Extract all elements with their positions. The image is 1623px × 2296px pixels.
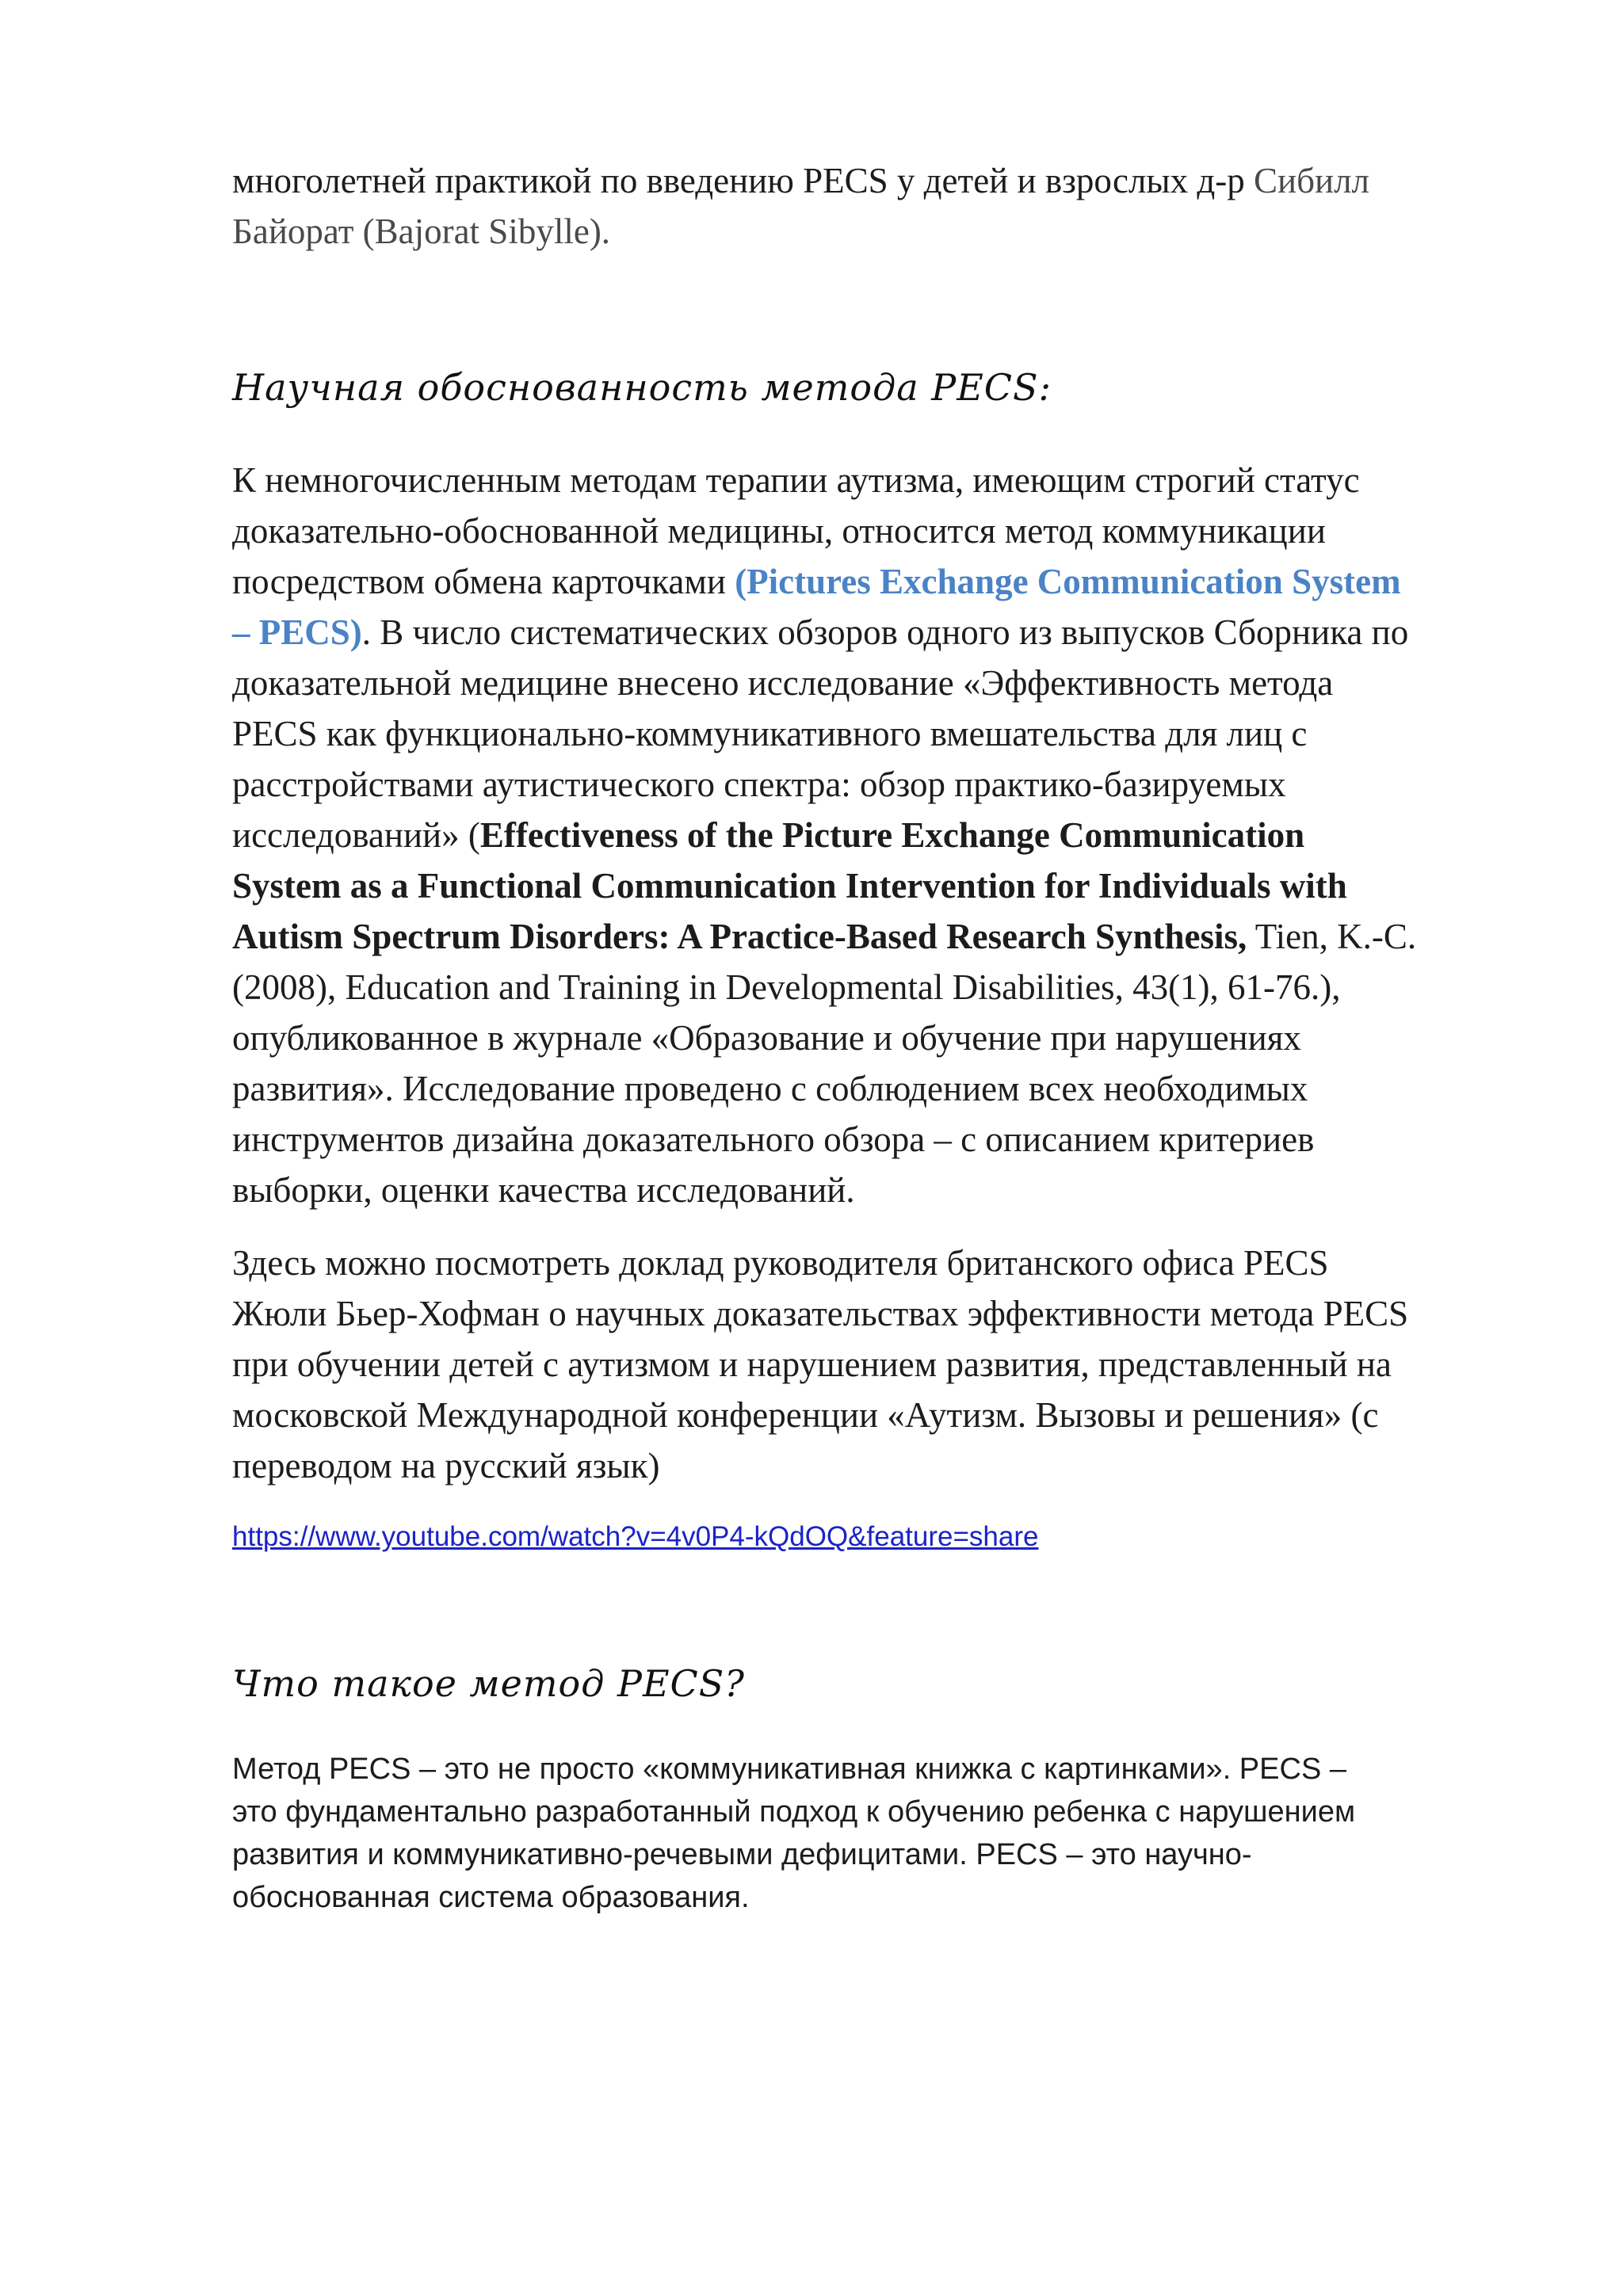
paragraph-line: Здесь можно посмотреть доклад руководителя британского офиса PECS: [232, 1243, 1329, 1283]
section-heading-what-is-pecs: Что такое метод PECS?: [232, 1662, 745, 1705]
paragraph-text: . В число систематических обзоров одного из выпусков Сборника по: [361, 612, 1409, 652]
paragraph-line: развития». Исследование проведено с соблюдением всех необходимых: [232, 1069, 1308, 1108]
video-report-paragraph: [232, 1238, 1408, 1491]
paragraph-line: расстройствами аутистического спектра: обзор практико-базируемых: [232, 765, 1286, 804]
youtube-video-link[interactable]: https://www.youtube.com/watch?v=4v0P4-kQdOQ&feature=share: [232, 1521, 1039, 1552]
pecs-abbr-highlight: – PECS): [232, 612, 362, 652]
section-heading-scientific-basis: Научная обоснованность метода PECS:: [232, 366, 1052, 409]
paragraph-text: исследований» (: [232, 815, 480, 855]
paragraph-line: обоснованная система образования.: [232, 1881, 750, 1914]
paragraph-line: К немногочисленным методам терапии аутизма, имеющим строгий статус: [232, 460, 1360, 500]
intro-text: Байорат (Bajorat Sibylle).: [232, 212, 611, 251]
paragraph-line: московской Международной конференции «Аутизм. Вызовы и решения» (с: [232, 1395, 1379, 1435]
paragraph-line: это фундаментально разработанный подход к обучению ребенка с нарушением: [232, 1795, 1356, 1829]
paragraph-line: при обучении детей с аутизмом и нарушением развития, представленный на: [232, 1344, 1392, 1384]
paragraph-line: доказательно-обоснованной медицины, относится метод коммуникации: [232, 511, 1326, 551]
pecs-full-name-highlight: (Pictures Exchange Communication System: [735, 562, 1401, 601]
paragraph-line: Жюли Бьер-Хофман о научных доказательствах эффективности метода PECS: [232, 1294, 1409, 1333]
study-title-bold: Effectiveness of the Picture Exchange Communication: [479, 815, 1305, 855]
paragraph-line: развития и коммуникативно-речевыми дефицитами. PECS – это научно-: [232, 1838, 1252, 1871]
scientific-basis-paragraph: [232, 455, 1416, 1215]
study-title-bold: System as a Functional Communication Intervention for Individuals with: [232, 866, 1347, 906]
paragraph-line: переводом на русский язык): [232, 1446, 660, 1486]
paragraph-line: опубликованное в журнале «Образование и обучение при нарушениях: [232, 1018, 1301, 1058]
paragraph-line: инструментов дизайна доказательного обзора – с описанием критериев: [232, 1119, 1315, 1159]
citation-line: (2008), Education and Training in Developmental Disabilities, 43(1), 61-76.),: [232, 967, 1341, 1007]
what-is-pecs-paragraph: [232, 1748, 1355, 1919]
intro-name: Сибилл: [1254, 161, 1370, 200]
paragraph-line: Метод PECS – это не просто «коммуникативная книжка с картинками». PECS –: [232, 1753, 1346, 1786]
intro-text: многолетней практикой по введению PECS у детей и взрослых д-р: [232, 161, 1254, 200]
paragraph-text: посредством обмена карточками: [232, 562, 735, 601]
study-title-bold: Autism Spectrum Disorders: A Practice-Based Research Synthesis,: [232, 917, 1247, 956]
paragraph-line: доказательной медицине внесено исследование «Эффективность метода: [232, 663, 1334, 703]
paragraph-line: выборки, оценки качества исследований.: [232, 1170, 855, 1210]
citation-author: Tien, K.-C.: [1247, 917, 1417, 956]
intro-paragraph: [232, 155, 1369, 257]
paragraph-line: PECS как функционально-коммуникативного вмешательства для лиц с: [232, 714, 1308, 753]
